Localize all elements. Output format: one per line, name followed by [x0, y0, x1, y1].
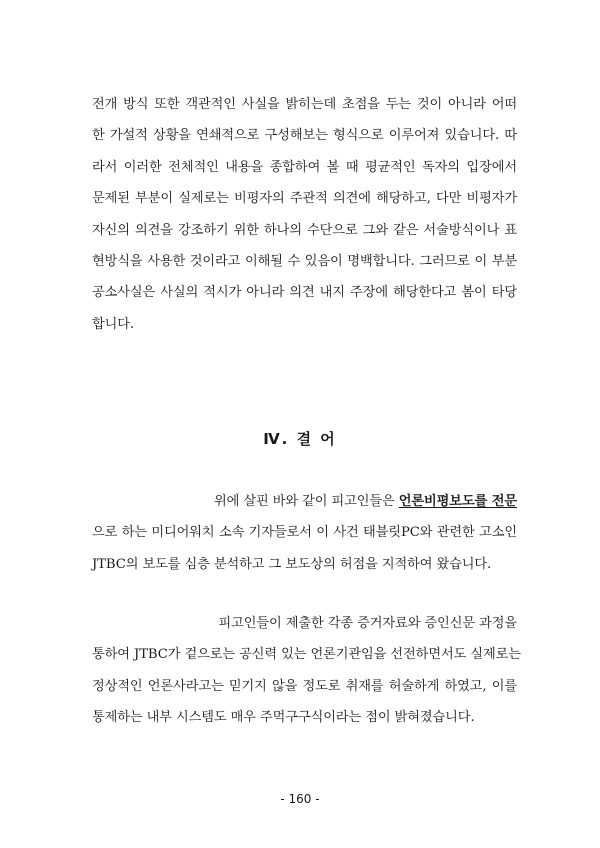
emphasized-text: 언론비평보도를 전문	[398, 494, 517, 509]
text-line: JTBC의 보도를 심층 분석하고 그 보도상의 허점을 지적하여 왔습니다.	[92, 556, 492, 572]
text-line	[92, 486, 517, 517]
text-line: 공소사실은 사실의 적시가 아니라 의견 내지 주장에 해당한다고 봄이 타당	[92, 285, 517, 301]
body-paragraph-3	[92, 608, 521, 734]
body-paragraph-2	[92, 486, 517, 580]
text-line: 통제하는 내부 시스템도 매우 주먹구구식이라는 점이 밝혀졌습니다.	[92, 710, 475, 726]
text-line: 으로 하는 미디어워치 소속 기자들로서 이 사건 태블릿PC와 관련한 고소인	[92, 525, 517, 541]
section-heading: Ⅳ. 결 어	[263, 430, 337, 448]
text-line: 합니다.	[92, 316, 135, 332]
text-line: 전개 방식 또한 객관적인 사실을 밝히는데 초점을 두는 것이 아니라 어떠	[92, 97, 517, 112]
text-line: 라서 이러한 전체적인 내용을 종합하여 볼 때 평균적인 독자의 입장에서	[92, 159, 517, 175]
text-line: 피고인들이 제출한 각종 증거자료와 증인신문 과정을	[218, 616, 517, 631]
text-line: 한 가설적 상황을 연쇄적으로 구성해보는 형식으로 이루어져 있습니다. 따	[92, 128, 517, 144]
text-line: 자신의 의견을 강조하기 위한 하나의 수단으로 그와 같은 서술방식이나 표	[92, 222, 517, 238]
page-number: - 160 -	[280, 792, 320, 806]
text-segment: 위에 살핀 바와 같이 피고인들은	[213, 494, 399, 509]
body-paragraph-1	[92, 89, 517, 340]
text-line: 통하여 JTBC가 겉으로는 공신력 있는 언론기관임을 선전하면서도 실제로는	[92, 647, 521, 663]
text-line: 문제된 부분이 실제로는 비평자의 주관적 의견에 해당하고, 다만 비평자가	[92, 191, 517, 207]
text-line: 정상적인 언론사라고는 믿기지 않을 정도로 취재를 허술하게 하였고, 이를	[92, 678, 517, 694]
text-line: 현방식을 사용한 것이라고 이해될 수 있음이 명백합니다. 그러므로 이 부분	[92, 253, 517, 269]
